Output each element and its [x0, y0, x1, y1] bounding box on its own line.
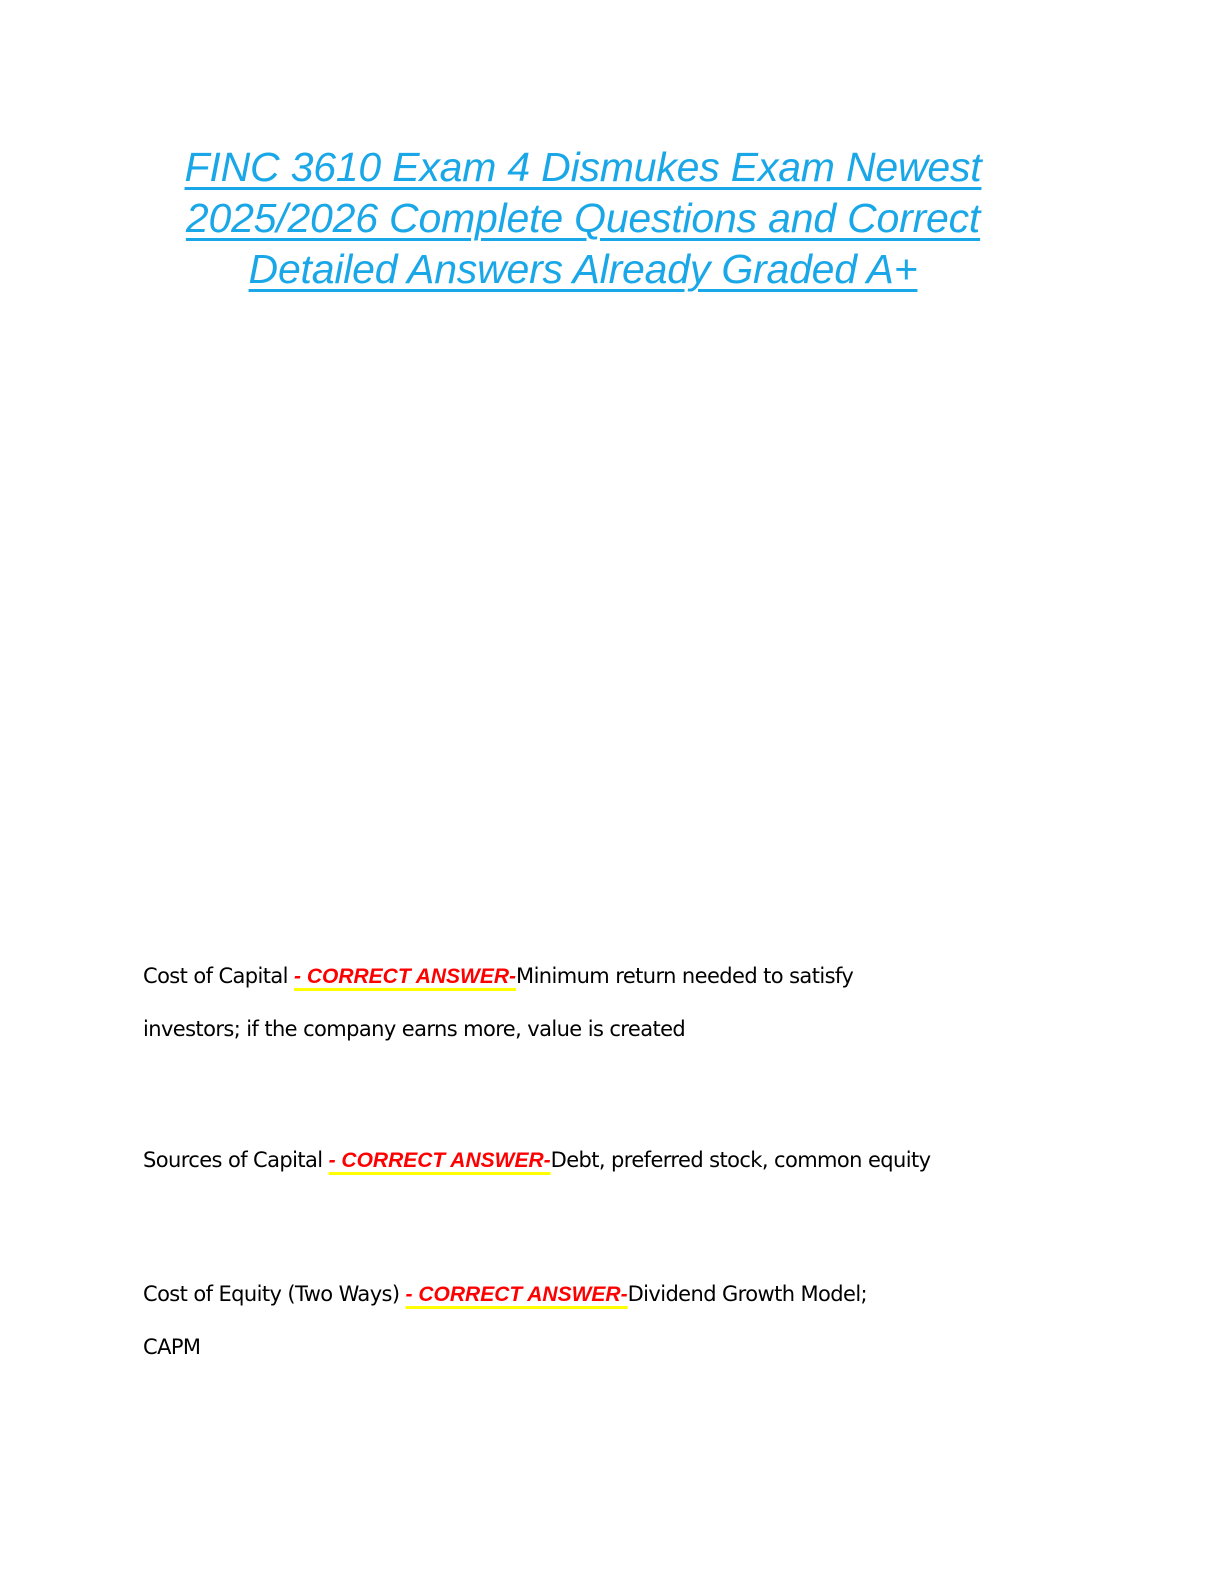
document-title [140, 142, 1026, 295]
qa-line [143, 1134, 1083, 1187]
qa-term: Cost of Capital [143, 964, 288, 988]
qa-item-cost-of-capital [143, 950, 1083, 1055]
qa-answer: Dividend Growth Model; [627, 1282, 868, 1306]
correct-answer-tag: - CORRECT ANSWER- [405, 1283, 628, 1306]
title-line-1: FINC 3610 Exam 4 Dismukes Exam Newest [184, 144, 982, 190]
qa-line [143, 1268, 1083, 1321]
qa-answer: Debt, preferred stock, common equity [550, 1148, 931, 1172]
qa-answer: Minimum return needed to satisfy [516, 964, 854, 988]
qa-answer-continued: CAPM [143, 1335, 201, 1359]
correct-answer-tag: - CORRECT ANSWER- [328, 1149, 551, 1172]
correct-answer-tag: - CORRECT ANSWER- [294, 965, 517, 988]
qa-item-sources-of-capital [143, 1134, 1083, 1187]
qa-answer-continued: investors; if the company earns more, value is created [143, 1017, 686, 1041]
qa-term: Sources of Capital [143, 1148, 323, 1172]
qa-item-cost-of-equity [143, 1268, 1083, 1373]
qa-term: Cost of Equity (Two Ways) [143, 1282, 400, 1306]
title-line-2: 2025/2026 Complete Questions and Correct [185, 195, 981, 241]
title-line-3: Detailed Answers Already Graded A+ [248, 246, 918, 292]
qa-line [143, 950, 1083, 1003]
